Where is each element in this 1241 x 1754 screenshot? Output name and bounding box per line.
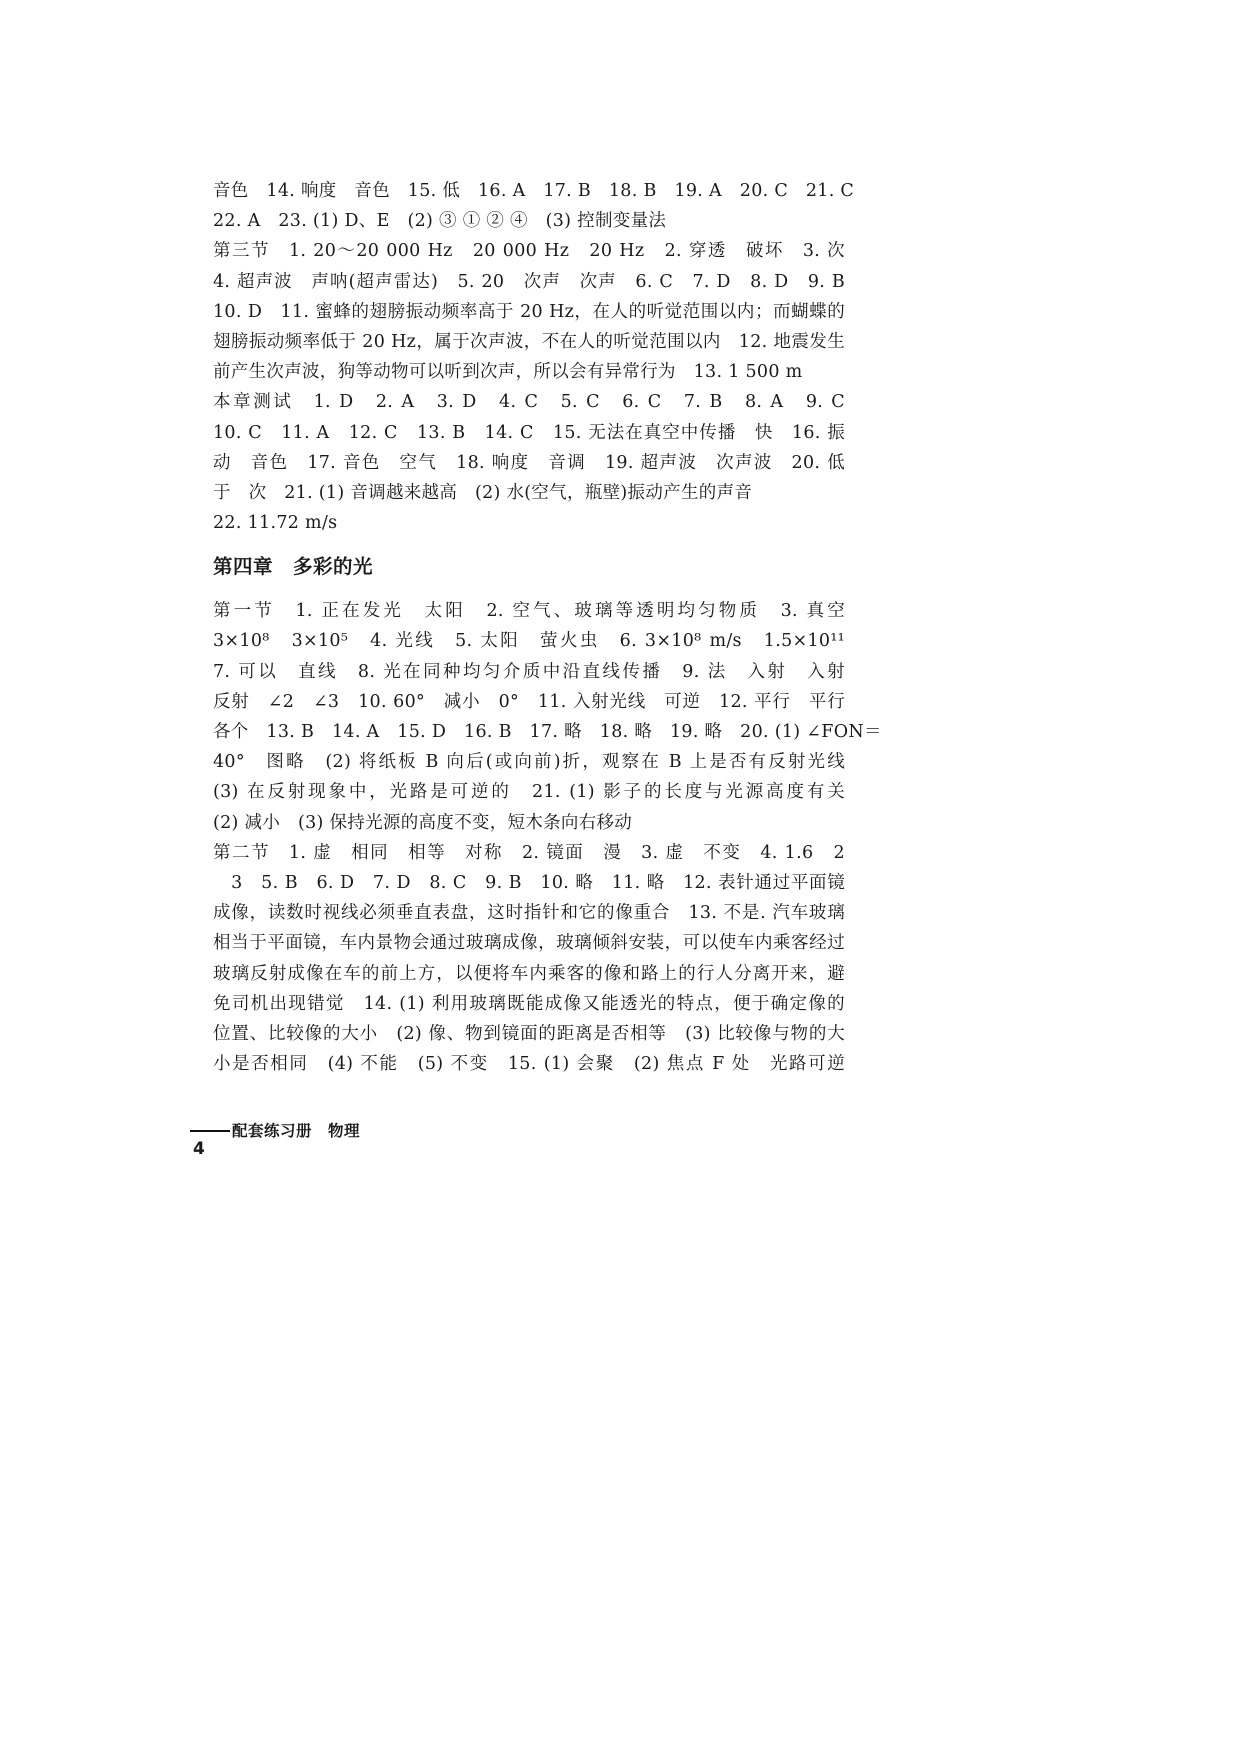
text-line: 位置、比较像的大小 (2) 像、物到镜面的距离是否相等 (3) 比较像与物的大 [213, 1023, 845, 1044]
text-line: (3) 在反射现象中，光路是可逆的 21. (1) 影子的长度与光源高度有关 [213, 782, 845, 803]
text-line: (2) 减小 (3) 保持光源的高度不变，短木条向右移动 [213, 812, 633, 833]
text-line: 前产生次声波，狗等动物可以听到次声，所以会有异常行为 13. 1 500 m [213, 362, 803, 383]
text-line: 各个 13. B 14. A 15. D 16. B 17. 略 18. 略 19. 略 20. (1) ∠FON＝ [213, 722, 882, 742]
text-line: 第二节 1. 虚 相同 相等 对称 2. 镜面 漫 3. 虚 不变 4. 1.6 2 [213, 842, 845, 863]
text-line: 22. 11.72 m/s [213, 513, 338, 534]
text-line: 动 音色 17. 音色 空气 18. 响度 音调 19. 超声波 次声波 20. 低 [213, 452, 845, 473]
text-line: 于 次 21. (1) 音调越来越高 (2) 水(空气，瓶壁)振动产生的声音 [213, 482, 753, 503]
text-line: 玻璃反射成像在车的前上方，以便将车内乘客的像和路上的行人分离开来，避 [213, 963, 845, 984]
text-line: 10. C 11. A 12. C 13. B 14. C 15. 无法在真空中传播 快 16. 振 [213, 422, 845, 443]
text-line: 音色 14. 响度 音色 15. 低 16. A 17. B 18. B 19. A 20. C 21. C [213, 181, 855, 201]
text-line: 第三节 1. 20～20 000 Hz 20 000 Hz 20 Hz 2. 穿透 破坏 3. 次 [213, 241, 845, 262]
answer-key-body [213, 176, 882, 1079]
answers-chapter4-block [213, 596, 882, 1079]
chapter-heading: 第四章 多彩的光 [213, 555, 374, 579]
text-line: 反射 ∠2 ∠3 10. 60° 减小 0° 11. 入射光线 可逆 12. 平行 平行 [213, 691, 845, 712]
text-line: 相当于平面镜，车内景物会通过玻璃成像，玻璃倾斜安装，可以使车内乘客经过 [213, 933, 845, 954]
text-line: 10. D 11. 蜜蜂的翅膀振动频率高于 20 Hz，在人的听觉范围以内；而蝴蝶的 [213, 301, 845, 322]
text-line: 成像，读数时视线必须垂直表盘，这时指针和它的像重合 13. 不是. 汽车玻璃 [213, 903, 845, 924]
text-line: 3 5. B 6. D 7. D 8. C 9. B 10. 略 11. 略 12. 表针通过平面镜 [213, 872, 845, 893]
text-line: 3×10⁸ 3×10⁵ 4. 光线 5. 太阳 萤火虫 6. 3×10⁸ m/s 1.5×10¹¹ [213, 631, 845, 652]
text-line: 40° 图略 (2) 将纸板 B 向后(或向前)折，观察在 B 上是否有反射光线 [213, 752, 845, 773]
text-line: 免司机出现错觉 14. (1) 利用玻璃既能成像又能透光的特点，便于确定像的 [213, 993, 845, 1014]
text-line: 本章测试 1. D 2. A 3. D 4. C 5. C 6. C 7. B 8. A 9. C [213, 392, 845, 413]
footer-rule [190, 1130, 230, 1132]
text-line: 4. 超声波 声呐(超声雷达) 5. 20 次声 次声 6. C 7. D 8. D 9. B [213, 271, 845, 292]
page-number: 4 [193, 1139, 205, 1159]
footer-book-title: 配套练习册 物理 [232, 1122, 361, 1140]
text-line: 翅膀振动频率低于 20 Hz，属于次声波，不在人的听觉范围以内 12. 地震发生 [213, 331, 845, 352]
answers-chapter3-block [213, 176, 855, 538]
text-line: 第一节 1. 正在发光 太阳 2. 空气、玻璃等透明均匀物质 3. 真空 [213, 601, 845, 622]
text-line: 小是否相同 (4) 不能 (5) 不变 15. (1) 会聚 (2) 焦点 F 处 光路可逆 [213, 1054, 845, 1075]
text-line: 7. 可以 直线 8. 光在同种均匀介质中沿直线传播 9. 法 入射 入射 [213, 661, 845, 682]
text-line: 22. A 23. (1) D、E (2) ③ ① ② ④ (3) 控制变量法 [213, 211, 667, 232]
